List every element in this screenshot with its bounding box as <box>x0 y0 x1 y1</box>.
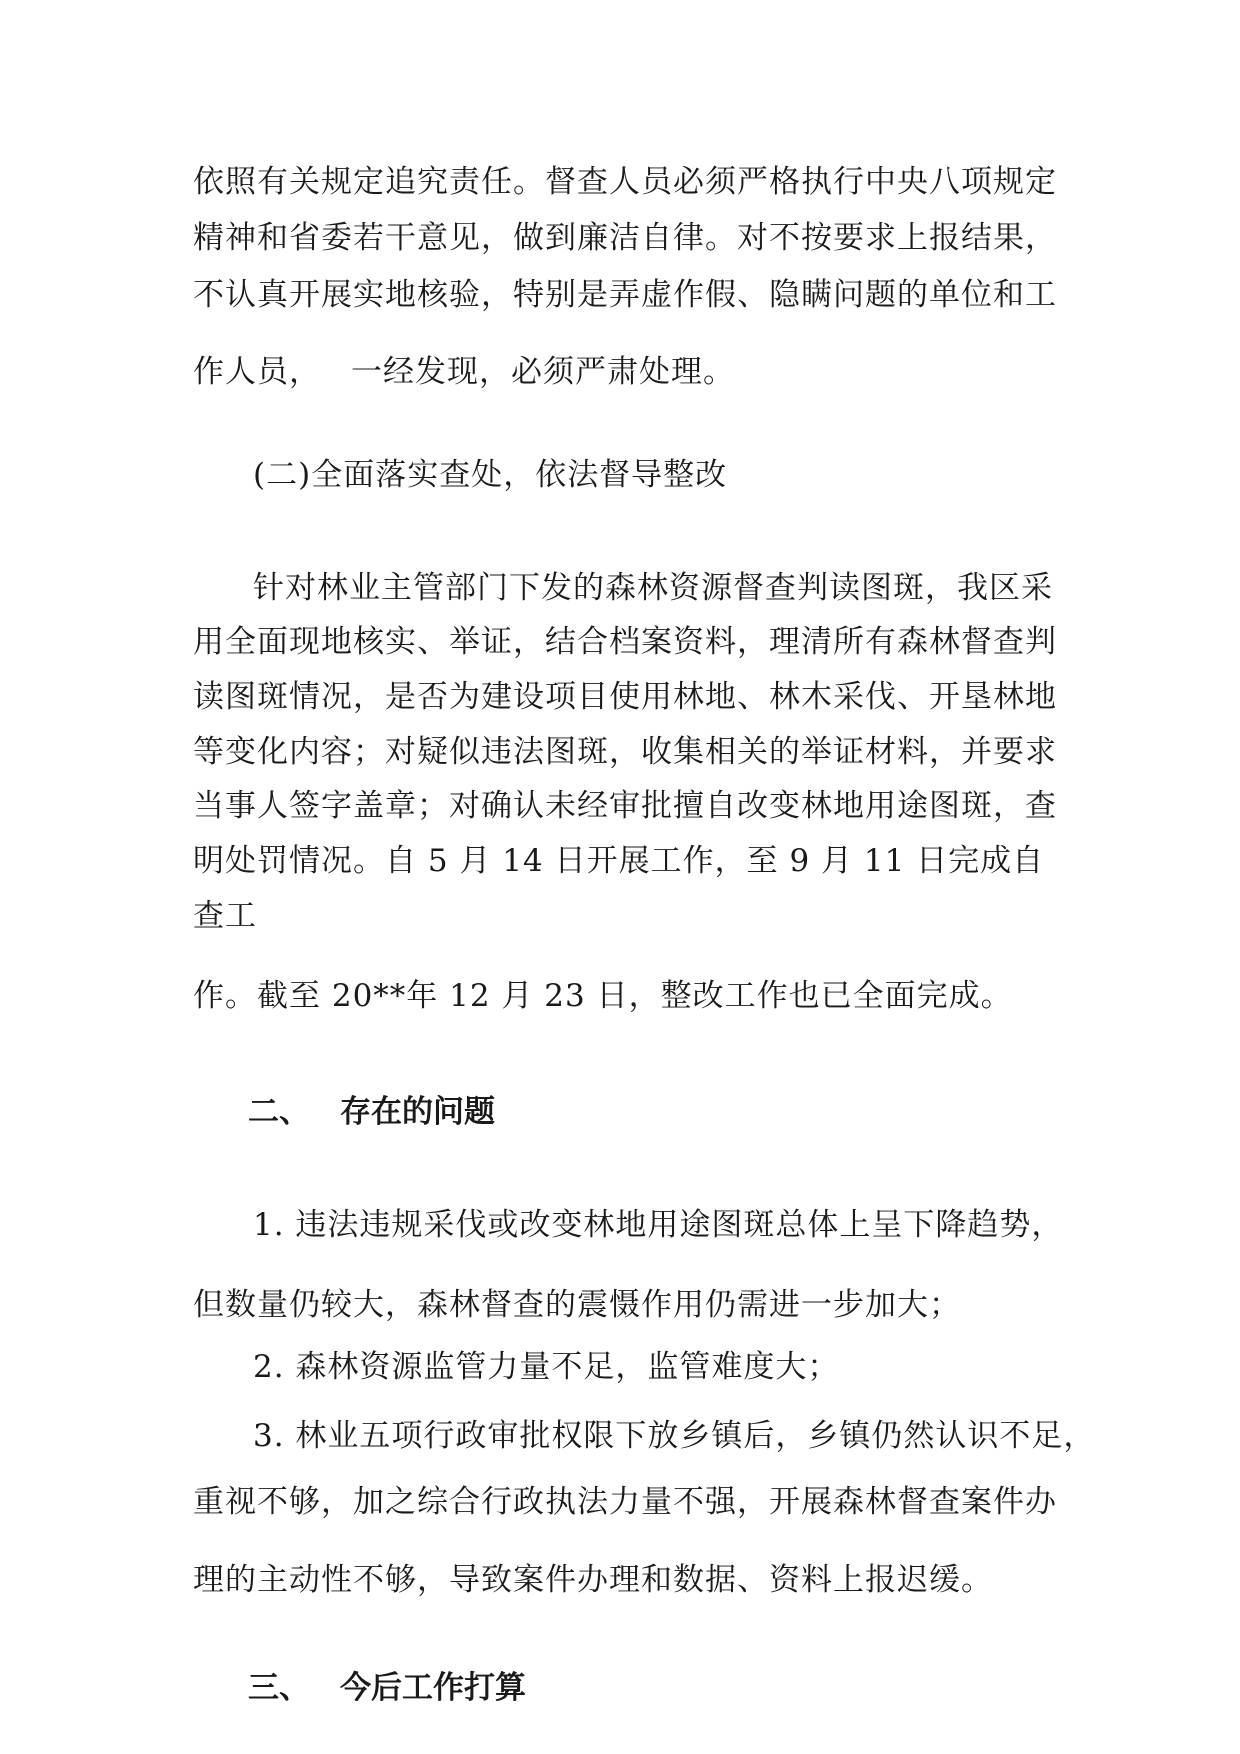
paragraph2-line2: 用全面现地核实、举证，结合档案资料，理清所有森林督查判 <box>193 624 1057 660</box>
paragraph2-line8: 作。截至 20**年 12 月 23 日，整改工作也已全面完成。 <box>193 978 1013 1014</box>
paragraph2-line7: 查工 <box>193 898 257 934</box>
issue-3-line2: 重视不够，加之综合行政执法力量不强，开展森林督查案件办 <box>193 1484 1057 1520</box>
section-heading-issues <box>248 1092 1128 1132</box>
paragraph1-line3: 不认真开展实地核验，特别是弄虚作假、隐瞒问题的单位和工 <box>193 277 1057 313</box>
section-number: 二、 <box>248 1094 310 1130</box>
section-title: 今后工作打算 <box>340 1670 526 1706</box>
paragraph1-line1: 依照有关规定追究责任。督查人员必须严格执行中央八项规定 <box>193 164 1057 200</box>
section-number: 三、 <box>248 1670 310 1706</box>
issue-3-line1: 3. 林业五项行政审批权限下放乡镇后，乡镇仍然认识不足， <box>253 1418 1096 1454</box>
section-heading-plans <box>248 1668 1128 1708</box>
issue-2: 2. 森林资源监管力量不足，监管难度大； <box>253 1349 840 1385</box>
paragraph1-line2: 精神和省委若干意见，做到廉洁自律。对不按要求上报结果， <box>193 220 1057 256</box>
paragraph1-line4-part2: 一经发现，必须严肃处理。 <box>351 354 735 390</box>
paragraph1-line4-part1: 作人员， <box>193 354 321 390</box>
paragraph2-line1: 针对林业主管部门下发的森林资源督查判读图斑，我区采 <box>253 570 1053 606</box>
issue-1-line1: 1. 违法违规采伐或改变林地用途图斑总体上呈下降趋势， <box>253 1207 1064 1243</box>
issue-3-line3: 理的主动性不够，导致案件办理和数据、资料上报迟缓。 <box>193 1562 993 1598</box>
paragraph1-line4 <box>193 352 1073 392</box>
paragraph2-line4: 等变化内容；对疑似违法图斑，收集相关的举证材料，并要求 <box>193 734 1057 770</box>
paragraph2-line6: 明处罚情况。自 5 月 14 日开展工作，至 9 月 11 日完成自 <box>193 843 1045 879</box>
paragraph2-line3: 读图斑情况，是否为建设项目使用林地、林木采伐、开垦林地 <box>193 679 1057 715</box>
section-title: 存在的问题 <box>340 1094 495 1130</box>
issue-1-line2: 但数量仍较大，森林督查的震慑作用仍需进一步加大； <box>193 1287 961 1323</box>
paragraph2-line5: 当事人签字盖章；对确认未经审批擅自改变林地用途图斑，查 <box>193 788 1057 824</box>
subheading-two: (二)全面落实查处，依法督导整改 <box>253 457 728 493</box>
